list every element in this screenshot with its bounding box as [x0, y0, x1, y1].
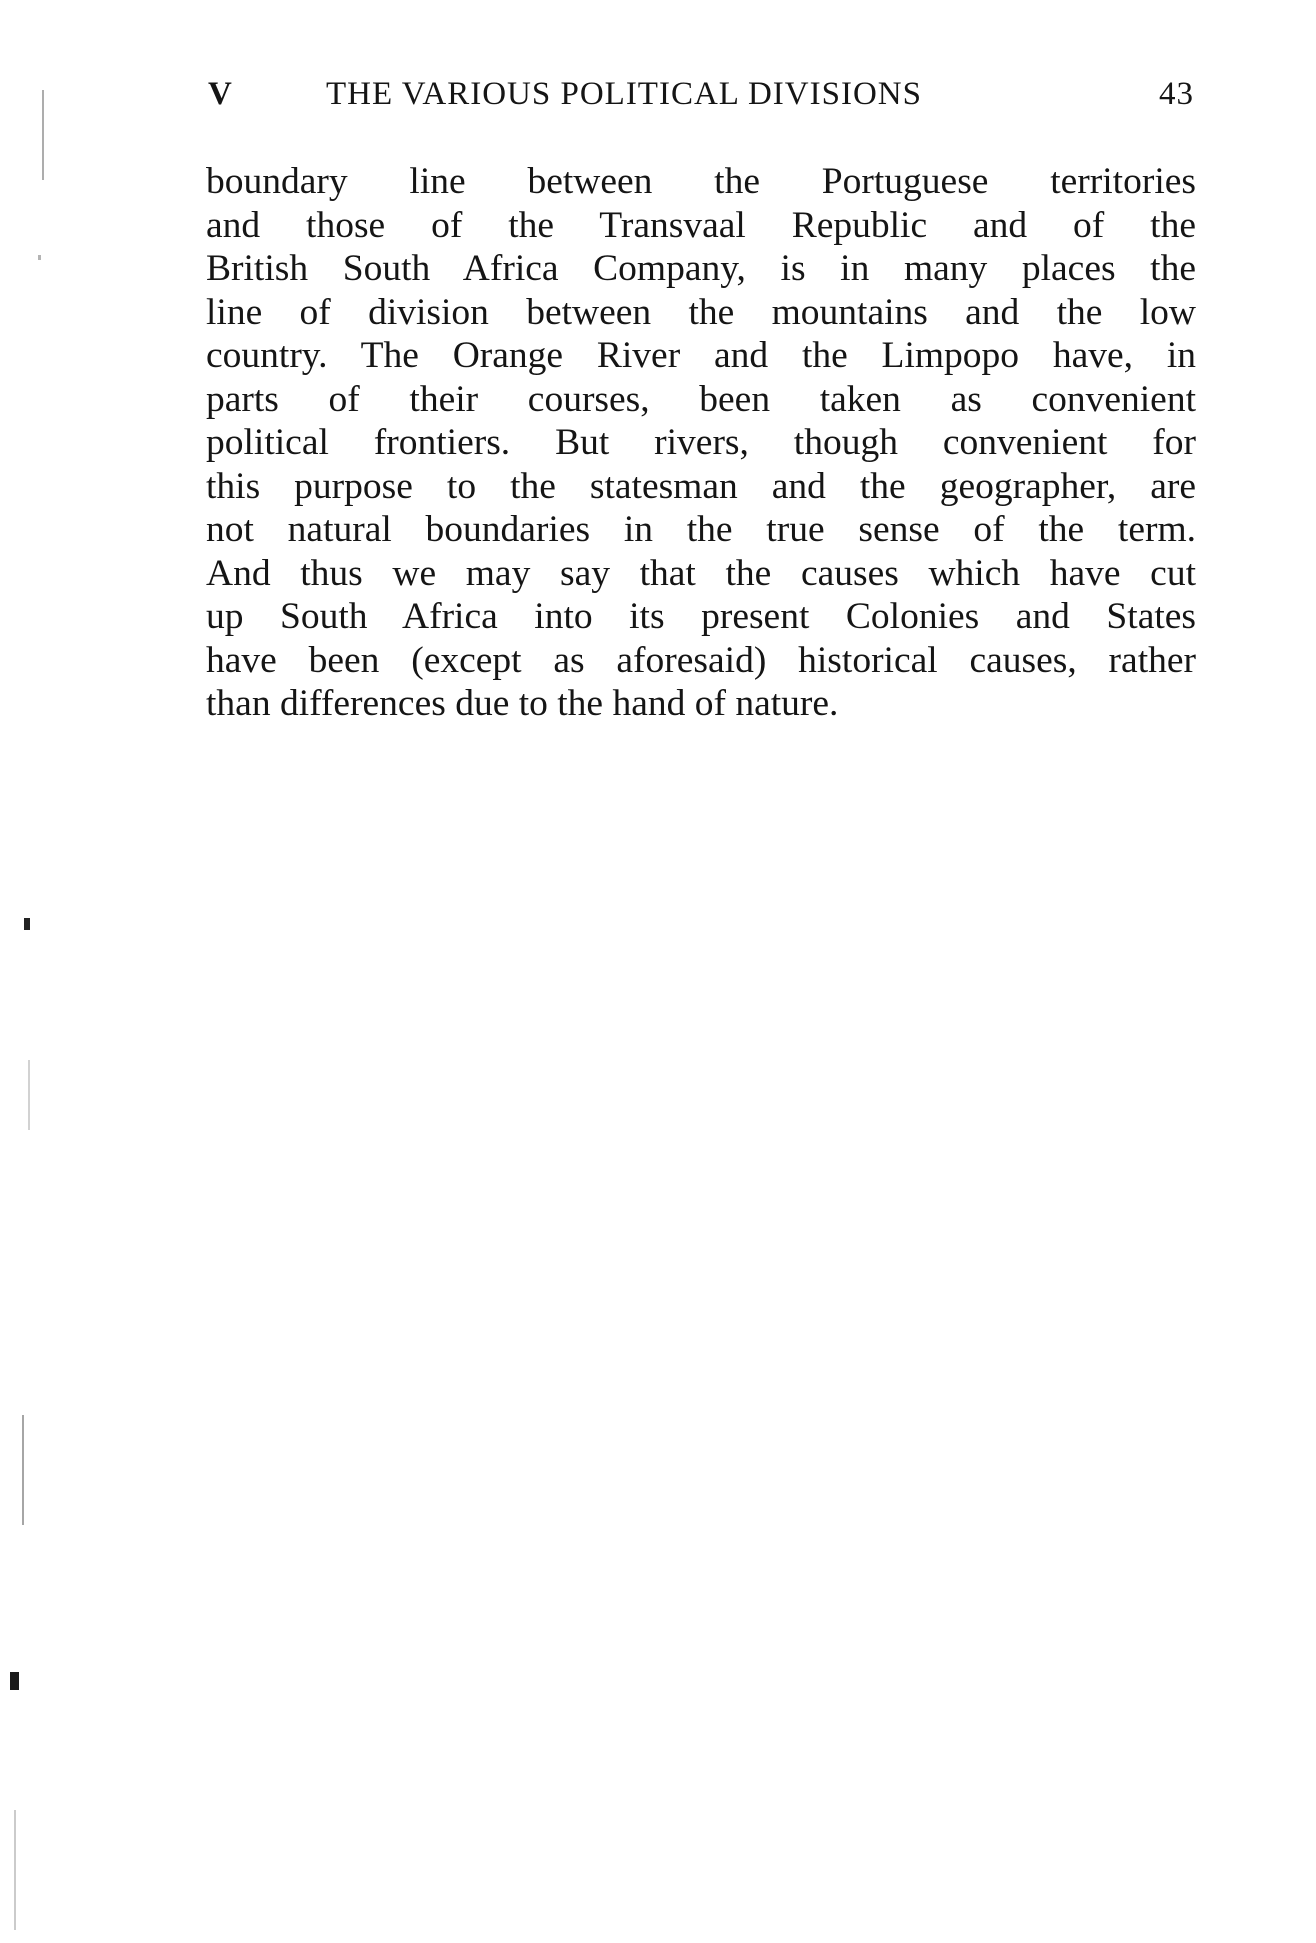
scan-speck [14, 1810, 16, 1930]
text-line: not natural boundaries in the true sense of the term. [206, 509, 1196, 550]
text-line: than differences due to the hand of nature. [206, 683, 839, 724]
text-line: parts of their courses, been taken as convenient [206, 378, 1196, 420]
body-paragraph [206, 160, 1196, 726]
scan-speck [38, 255, 41, 260]
text-line: British South Africa Company, is in many places the [206, 248, 1196, 289]
scan-speck [24, 918, 30, 930]
text-line: political frontiers. But rivers, though convenient for [206, 422, 1196, 463]
chapter-number: V [208, 76, 233, 112]
page-number: 43 [1159, 76, 1194, 112]
scan-speck [28, 1060, 30, 1130]
text-line: up South Africa into its present Colonies and States [206, 596, 1196, 637]
scan-speck [10, 1672, 19, 1690]
running-title: THE VARIOUS POLITICAL DIVISIONS [326, 76, 922, 112]
scan-speck [42, 90, 44, 180]
scan-speck [22, 1415, 24, 1525]
text-line: And thus we may say that the causes which have cut [206, 552, 1196, 594]
text-line: this purpose to the statesman and the geographer, are [206, 465, 1196, 507]
text-line: country. The Orange River and the Limpopo have, in [206, 335, 1196, 376]
text-line: have been (except as aforesaid) historical causes, rather [206, 639, 1196, 681]
text-line: and those of the Transvaal Republic and of the [206, 204, 1196, 246]
text-line: boundary line between the Portuguese territories [206, 161, 1196, 202]
text-line: line of division between the mountains and the low [206, 291, 1196, 333]
running-head [208, 76, 1194, 120]
